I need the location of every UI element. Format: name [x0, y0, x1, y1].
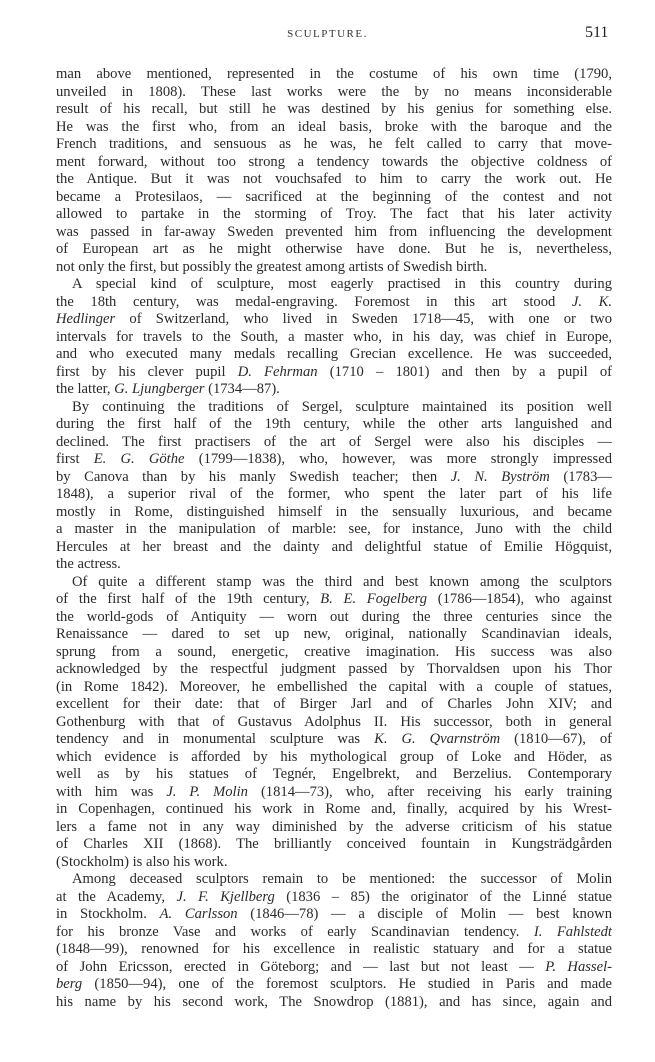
text-span: (1836 – 85) the originator of the Linné statue — [274, 888, 613, 905]
text-span: during the first half of the 19th century, while the other arts languished and — [56, 416, 612, 432]
text-span: (1814—73), who, after receiving his early training — [247, 783, 612, 800]
italic-name: B. E. Fogelberg — [320, 591, 428, 607]
text-span: well as by his statues of Tegnér, Engelbrekt, and Berzelius. Contemporary — [56, 766, 612, 782]
text-line — [56, 871, 612, 889]
text-span: (1783— — [549, 468, 612, 485]
text-line — [56, 766, 612, 784]
text-line — [56, 784, 612, 802]
text-span: a master in the manipulation of marble: see, for instance, Juno with the child — [56, 521, 612, 537]
text-span: Gothenburg with that of Gustavus Adolphus II. His successor, both in general — [56, 713, 612, 730]
text-span: was passed in far-away Sweden prevented him from influencing the development — [56, 223, 612, 240]
italic-name: J. K. — [571, 293, 612, 310]
italic-name: berg — [56, 976, 83, 992]
text-line — [56, 241, 612, 259]
text-span: of the first half of the 19th century, — [56, 591, 321, 607]
text-span: 1848), a superior rival of the former, who spent the later part of his life — [56, 486, 612, 502]
italic-name: E. G. Göthe — [93, 451, 185, 467]
italic-name: I. Fahlstedt — [533, 923, 612, 940]
text-span: mostly in Rome, distinguished himself in the sensually luxurious, and became — [56, 503, 612, 520]
text-span: (Stockholm) is also his work. — [56, 853, 228, 870]
paragraph — [56, 66, 612, 276]
text-line — [56, 171, 612, 189]
text-line — [56, 941, 612, 959]
text-span: (in Rome 1842). Moreover, he embellished the capital with a couple of statues, — [56, 678, 612, 695]
text-line — [56, 591, 612, 609]
text-line — [56, 66, 612, 84]
text-span: acknowledged by the respectful judgment passed by Thorvaldsen upon his Thor — [56, 661, 612, 677]
text-span: (1786—1854), who against — [427, 591, 612, 607]
text-line — [56, 924, 612, 942]
text-line — [56, 189, 612, 207]
paragraph — [56, 574, 612, 872]
text-line — [56, 539, 612, 557]
text-line — [56, 434, 612, 452]
text-span: (1734—87). — [204, 381, 280, 397]
text-line — [56, 574, 612, 592]
text-line — [56, 486, 612, 504]
text-span: (1799—1838), who, however, was more strongly impressed — [184, 451, 612, 467]
page-number: 511 — [585, 24, 609, 41]
paragraph — [56, 399, 612, 574]
text-span: in Copenhagen, continued his work in Rome and, finally, acquired by his Wrest- — [56, 801, 612, 817]
text-span: first — [56, 451, 94, 467]
text-span: allowed to partake in the storming of Troy. The fact that his later activity — [56, 206, 612, 222]
text-line — [56, 749, 612, 767]
text-line — [56, 626, 612, 644]
text-span: result of his recall, but still he was destined by his genius for something else. — [56, 101, 612, 117]
italic-name: J. P. Molin — [166, 783, 248, 800]
text-span: at the Academy, — [56, 888, 177, 905]
text-span: unveiled in 1808). These last works were the by no means inconsiderable — [56, 83, 612, 100]
text-span: the Antique. But it was not vouchsafed to him to carry the work out. He — [56, 171, 612, 187]
running-header-title: SCULPTURE. — [287, 28, 368, 40]
text-span: his name by his second work, The Snowdrop (1881), and has since, again and — [56, 993, 612, 1010]
text-line — [56, 644, 612, 662]
text-line — [56, 801, 612, 819]
paragraph — [56, 276, 612, 399]
text-line — [56, 469, 612, 487]
text-line — [56, 994, 612, 1012]
text-line — [56, 364, 612, 382]
body-text — [56, 66, 612, 1011]
italic-name: G. Ljungberger — [114, 381, 205, 397]
text-span: man above mentioned, represented in the costume of his own time (1790, — [56, 66, 612, 82]
text-span: the latter, — [56, 381, 115, 397]
text-span: lers a fame not in any way diminished by the adverse criticism of his statue — [56, 818, 612, 835]
text-span: of European art as he might otherwise have done. But he is, nevertheless, — [56, 241, 612, 257]
text-span: tendency and in monumental sculpture was — [56, 731, 375, 747]
text-line — [56, 714, 612, 732]
text-span: He was the first who, from an ideal basis, broke with the baroque and the — [56, 118, 612, 135]
text-line — [56, 889, 612, 907]
text-line — [56, 399, 612, 417]
text-span: (1850—94), one of the foremost sculptors. He studied in Paris and made — [82, 976, 612, 992]
text-span: sprung from a sound, energetic, creative imagination. His success was also — [56, 643, 612, 660]
text-line — [56, 311, 612, 329]
text-line — [56, 259, 612, 277]
text-span: of Switzerland, who lived in Sweden 1718—45, with one or two — [115, 311, 612, 327]
text-line — [56, 84, 612, 102]
text-span: ment forward, without too strong a tendency towards the objective coldness of — [56, 153, 612, 170]
text-span: A special kind of sculpture, most eagerly practised in this country during — [72, 276, 612, 292]
text-span: not only the first, but possibly the greatest among artists of Swedish birth. — [56, 258, 488, 275]
text-span: Among deceased sculptors remain to be mentioned: the successor of Molin — [72, 871, 612, 887]
text-line — [56, 381, 612, 399]
italic-name: D. Fehrman — [237, 363, 318, 380]
text-line — [56, 609, 612, 627]
text-line — [56, 959, 612, 977]
paragraph — [56, 871, 612, 1011]
text-line — [56, 976, 612, 994]
text-line — [56, 836, 612, 854]
text-line — [56, 119, 612, 137]
text-span: Of quite a different stamp was the third and best known among the sculptors — [72, 573, 612, 590]
italic-name: Hedlinger — [56, 311, 116, 327]
text-span: French traditions, and sensuous as he was, he felt called to carry that move- — [56, 136, 612, 152]
italic-name: J. N. Byström — [450, 468, 550, 485]
text-span: which evidence is afforded by his mythological group of Loke and Höder, as — [56, 748, 612, 765]
text-span: with him was — [56, 783, 167, 800]
text-span: the 18th century, was medal-engraving. Foremost in this art stood — [56, 293, 572, 310]
text-line — [56, 224, 612, 242]
italic-name: K. G. Qvarnström — [374, 731, 501, 747]
text-span: (1710 – 1801) and then by a pupil of — [317, 363, 612, 380]
text-span: first by his clever pupil — [56, 363, 238, 380]
text-span: of John Ericsson, erected in Göteborg; and — last but not least — — [56, 958, 546, 975]
italic-name: A. Carlsson — [159, 906, 238, 922]
text-span: intervals for travels to the South, a master who, in his day, was chief in Europe, — [56, 328, 612, 345]
text-line — [56, 906, 612, 924]
text-span: by Canova than by his manly Swedish teacher; then — [56, 468, 451, 485]
text-line — [56, 416, 612, 434]
text-span: of Charles XII (1868). The brilliantly conceived fountain in Kungsträdgården — [56, 836, 612, 852]
text-line — [56, 294, 612, 312]
text-line — [56, 346, 612, 364]
text-line — [56, 521, 612, 539]
text-span: the world-gods of Antiquity — worn out during the three centuries since the — [56, 608, 612, 625]
text-line — [56, 679, 612, 697]
text-span: By continuing the traditions of Sergel, sculpture maintained its position well — [72, 398, 612, 415]
text-line — [56, 819, 612, 837]
text-span: in Stockholm. — [56, 906, 160, 922]
text-line — [56, 136, 612, 154]
text-line — [56, 556, 612, 574]
text-line — [56, 329, 612, 347]
text-line — [56, 731, 612, 749]
text-span: Renaissance — dared to set up new, original, nationally Scandinavian ideals, — [56, 626, 612, 642]
text-span: excellent for their date: that of Birger Jarl and of Charles John XIV; and — [56, 696, 612, 712]
text-span: for his bronze Vase and works of early Scandinavian tendency. — [56, 923, 534, 940]
text-span: (1848—99), renowned for his excellence in realistic statuary and for a statue — [56, 941, 612, 957]
text-line — [56, 451, 612, 469]
text-line — [56, 101, 612, 119]
text-span: (1810—67), of — [500, 731, 613, 747]
italic-name: J. F. Kjellberg — [176, 888, 275, 905]
italic-name: P. Hassel- — [545, 958, 613, 975]
text-span: Hercules at her breast and the dainty and delightful statue of Emilie Högquist, — [56, 538, 612, 555]
text-line — [56, 854, 612, 872]
text-span: and who executed many medals recalling Grecian excellence. He was succeeded, — [56, 346, 612, 362]
text-span: declined. The first practisers of the art of Sergel were also his disciples — — [56, 433, 612, 450]
text-line — [56, 154, 612, 172]
text-line — [56, 276, 612, 294]
text-line — [56, 504, 612, 522]
text-span: became a Protesilaos, — sacrificed at the beginning of the contest and not — [56, 188, 612, 205]
text-span: (1846—78) — a disciple of Molin — best known — [237, 906, 612, 922]
text-line — [56, 661, 612, 679]
text-line — [56, 206, 612, 224]
text-span: the actress. — [56, 556, 121, 572]
text-line — [56, 696, 612, 714]
